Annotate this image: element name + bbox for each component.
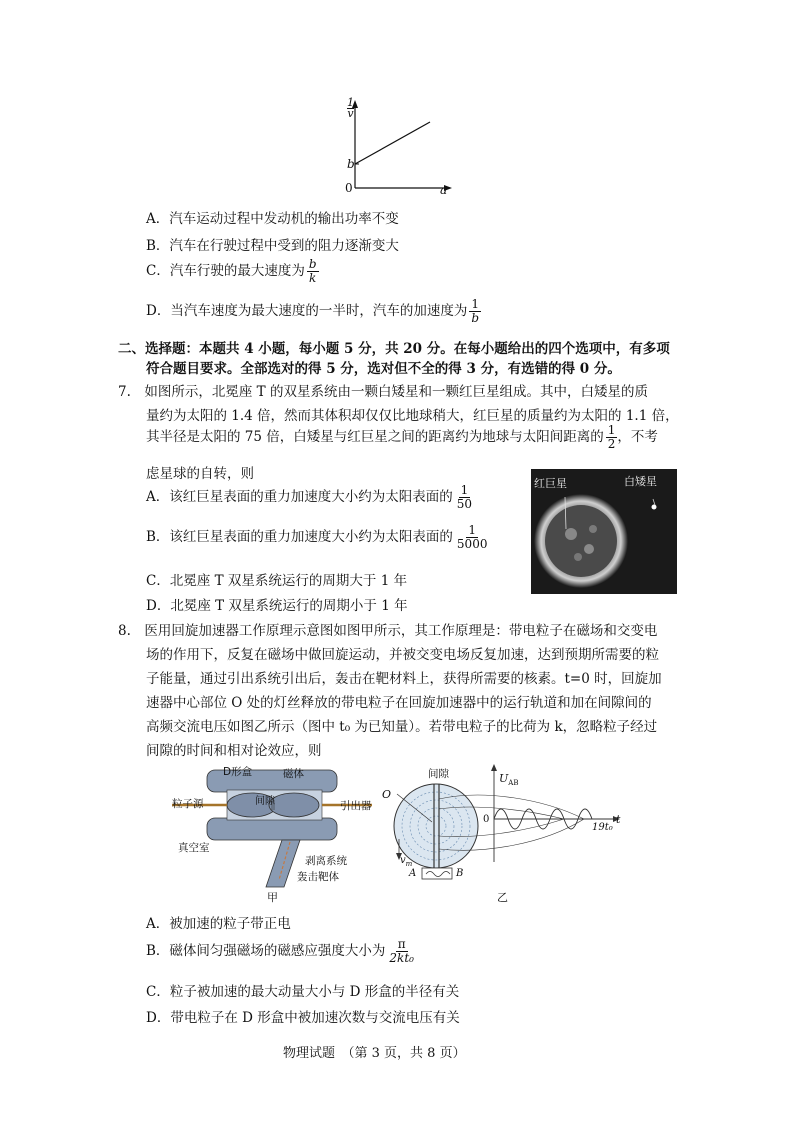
- q7-stem-line3: 其半径是太阳的 75 倍，白矮星与红巨星之间的距离约为地球与太阳间距离的 $\frac{1}{2}$ ，不考: [146, 423, 658, 451]
- gap-label-jia: 间隙: [255, 796, 275, 807]
- t-19-label: 19t₀: [592, 822, 613, 833]
- q8-stem-line3: 子能量，通过引出系统引出后，轰击在靶材料上，获得所需要的核素。t=0 时，回旋加: [146, 671, 662, 687]
- extractor-label: 引出器: [340, 800, 372, 812]
- particle-source-label: 粒子源: [172, 798, 204, 810]
- vm-label: $v_m$: [400, 855, 413, 868]
- graph-y-label: 1 v: [347, 96, 354, 120]
- q8-stem-line5: 高频交流电压如图乙所示（图中 t₀ 为已知量）。若带电粒子的比荷为 k，忽略粒子经过: [146, 719, 658, 735]
- gap-label-yi: 间隙: [428, 768, 449, 780]
- q8-stem-line1: 8. 医用回旋加速器工作原理示意图如图甲所示，其工作原理是：带电粒子在磁场和交变电: [118, 623, 658, 639]
- graph-origin-label: 0: [345, 181, 353, 195]
- q7-option-d: D．北冕座 T 双星系统运行的周期小于 1 年: [146, 598, 408, 614]
- zero-label: 0: [483, 814, 490, 825]
- q7-option-b: B．该红巨星表面的重力加速度大小约为太阳表面的 $\frac{1}{5000}$: [146, 523, 488, 551]
- page-footer: 物理试题 （第 3 页，共 8 页）: [283, 1046, 466, 1061]
- strip-system-label: 剥离系统: [305, 855, 347, 867]
- graph-intercept-label: b: [347, 157, 355, 171]
- white-dwarf-label: 白矮星: [624, 475, 657, 488]
- origin-o-label: O: [382, 788, 392, 801]
- q8-option-a: A．被加速的粒子带正电: [146, 916, 291, 932]
- q8-option-c: C．粒子被加速的最大动量大小与 D 形盒的半径有关: [146, 984, 460, 1000]
- q8-stem-line2: 场的作用下，反复在磁场中做回旋运动，并被交变电场反复加速，达到预期所需要的粒: [146, 647, 659, 663]
- q7-stem-line1: 7. 如图所示，北冕座 T 的双星系统由一颗白矮星和一颗红巨星组成。其中，白矮星的质: [118, 384, 648, 400]
- q6-option-a: A．汽车运动过程中发动机的输出功率不变: [146, 211, 399, 227]
- section-heading-line2: 符合题目要求。全部选对的得 5 分，选对但不全的得 3 分，有选错的得 0 分。: [146, 361, 621, 377]
- q6-option-c: C．汽车行驶的最大速度为 $\frac{b}{k}$: [146, 257, 317, 285]
- q6-option-b: B．汽车在行驶过程中受到的阻力逐渐变大: [146, 238, 399, 254]
- b-terminal-label: B: [456, 868, 464, 879]
- magnet-label: 磁体: [283, 768, 304, 780]
- graph-x-label: a: [440, 183, 448, 197]
- u-ab-label: $U_{AB}$: [499, 772, 519, 788]
- section-heading-line1: 二、选择题：本题共 4 小题，每小题 5 分，共 20 分。在每小题给出的四个选项中，有多项: [118, 341, 670, 357]
- q7-stem-line4: 虑星球的自转，则: [146, 466, 254, 482]
- t-axis-label: t: [616, 813, 621, 826]
- q7-option-c: C．北冕座 T 双星系统运行的周期大于 1 年: [146, 573, 408, 589]
- d-box-label: D形盒: [223, 766, 253, 778]
- q7-option-a: A．该红巨星表面的重力加速度大小约为太阳表面的 $\frac{1}{50}$: [146, 483, 473, 511]
- vacuum-chamber-label: 真空室: [178, 842, 210, 854]
- target-label: 轰击靶体: [297, 871, 339, 883]
- q8-option-b: B．磁体间匀强磁场的磁感应强度大小为 $\frac{\pi}{\text{2kt₀}}$: [146, 937, 414, 965]
- a-terminal-label: A: [409, 868, 417, 879]
- q8-stem-line4: 速器中心部位 O 处的灯丝释放的带电粒子在回旋加速器中的运行轨道和加在间隙间的: [146, 695, 652, 711]
- q8-option-d: D．带电粒子在 D 形盒中被加速次数与交流电压有关: [146, 1010, 460, 1026]
- figure-yi-caption: 乙: [497, 891, 508, 904]
- figure-jia-caption: 甲: [267, 891, 278, 904]
- q8-stem-line6: 间隙的时间和相对论效应，则: [146, 743, 322, 759]
- q7-stem-line2: 量约为太阳的 1.4 倍，然而其体积却仅仅比地球稍大，红巨星的质量约为太阳的 1.1 倍，: [146, 408, 679, 424]
- binary-star-photo: [531, 469, 677, 594]
- figure-jia-cyclotron: [172, 762, 382, 892]
- q6-option-d: D．当汽车速度为最大速度的一半时，汽车的加速度为 $\frac{1}{b}$: [146, 297, 480, 325]
- red-giant-label: 红巨星: [534, 477, 567, 490]
